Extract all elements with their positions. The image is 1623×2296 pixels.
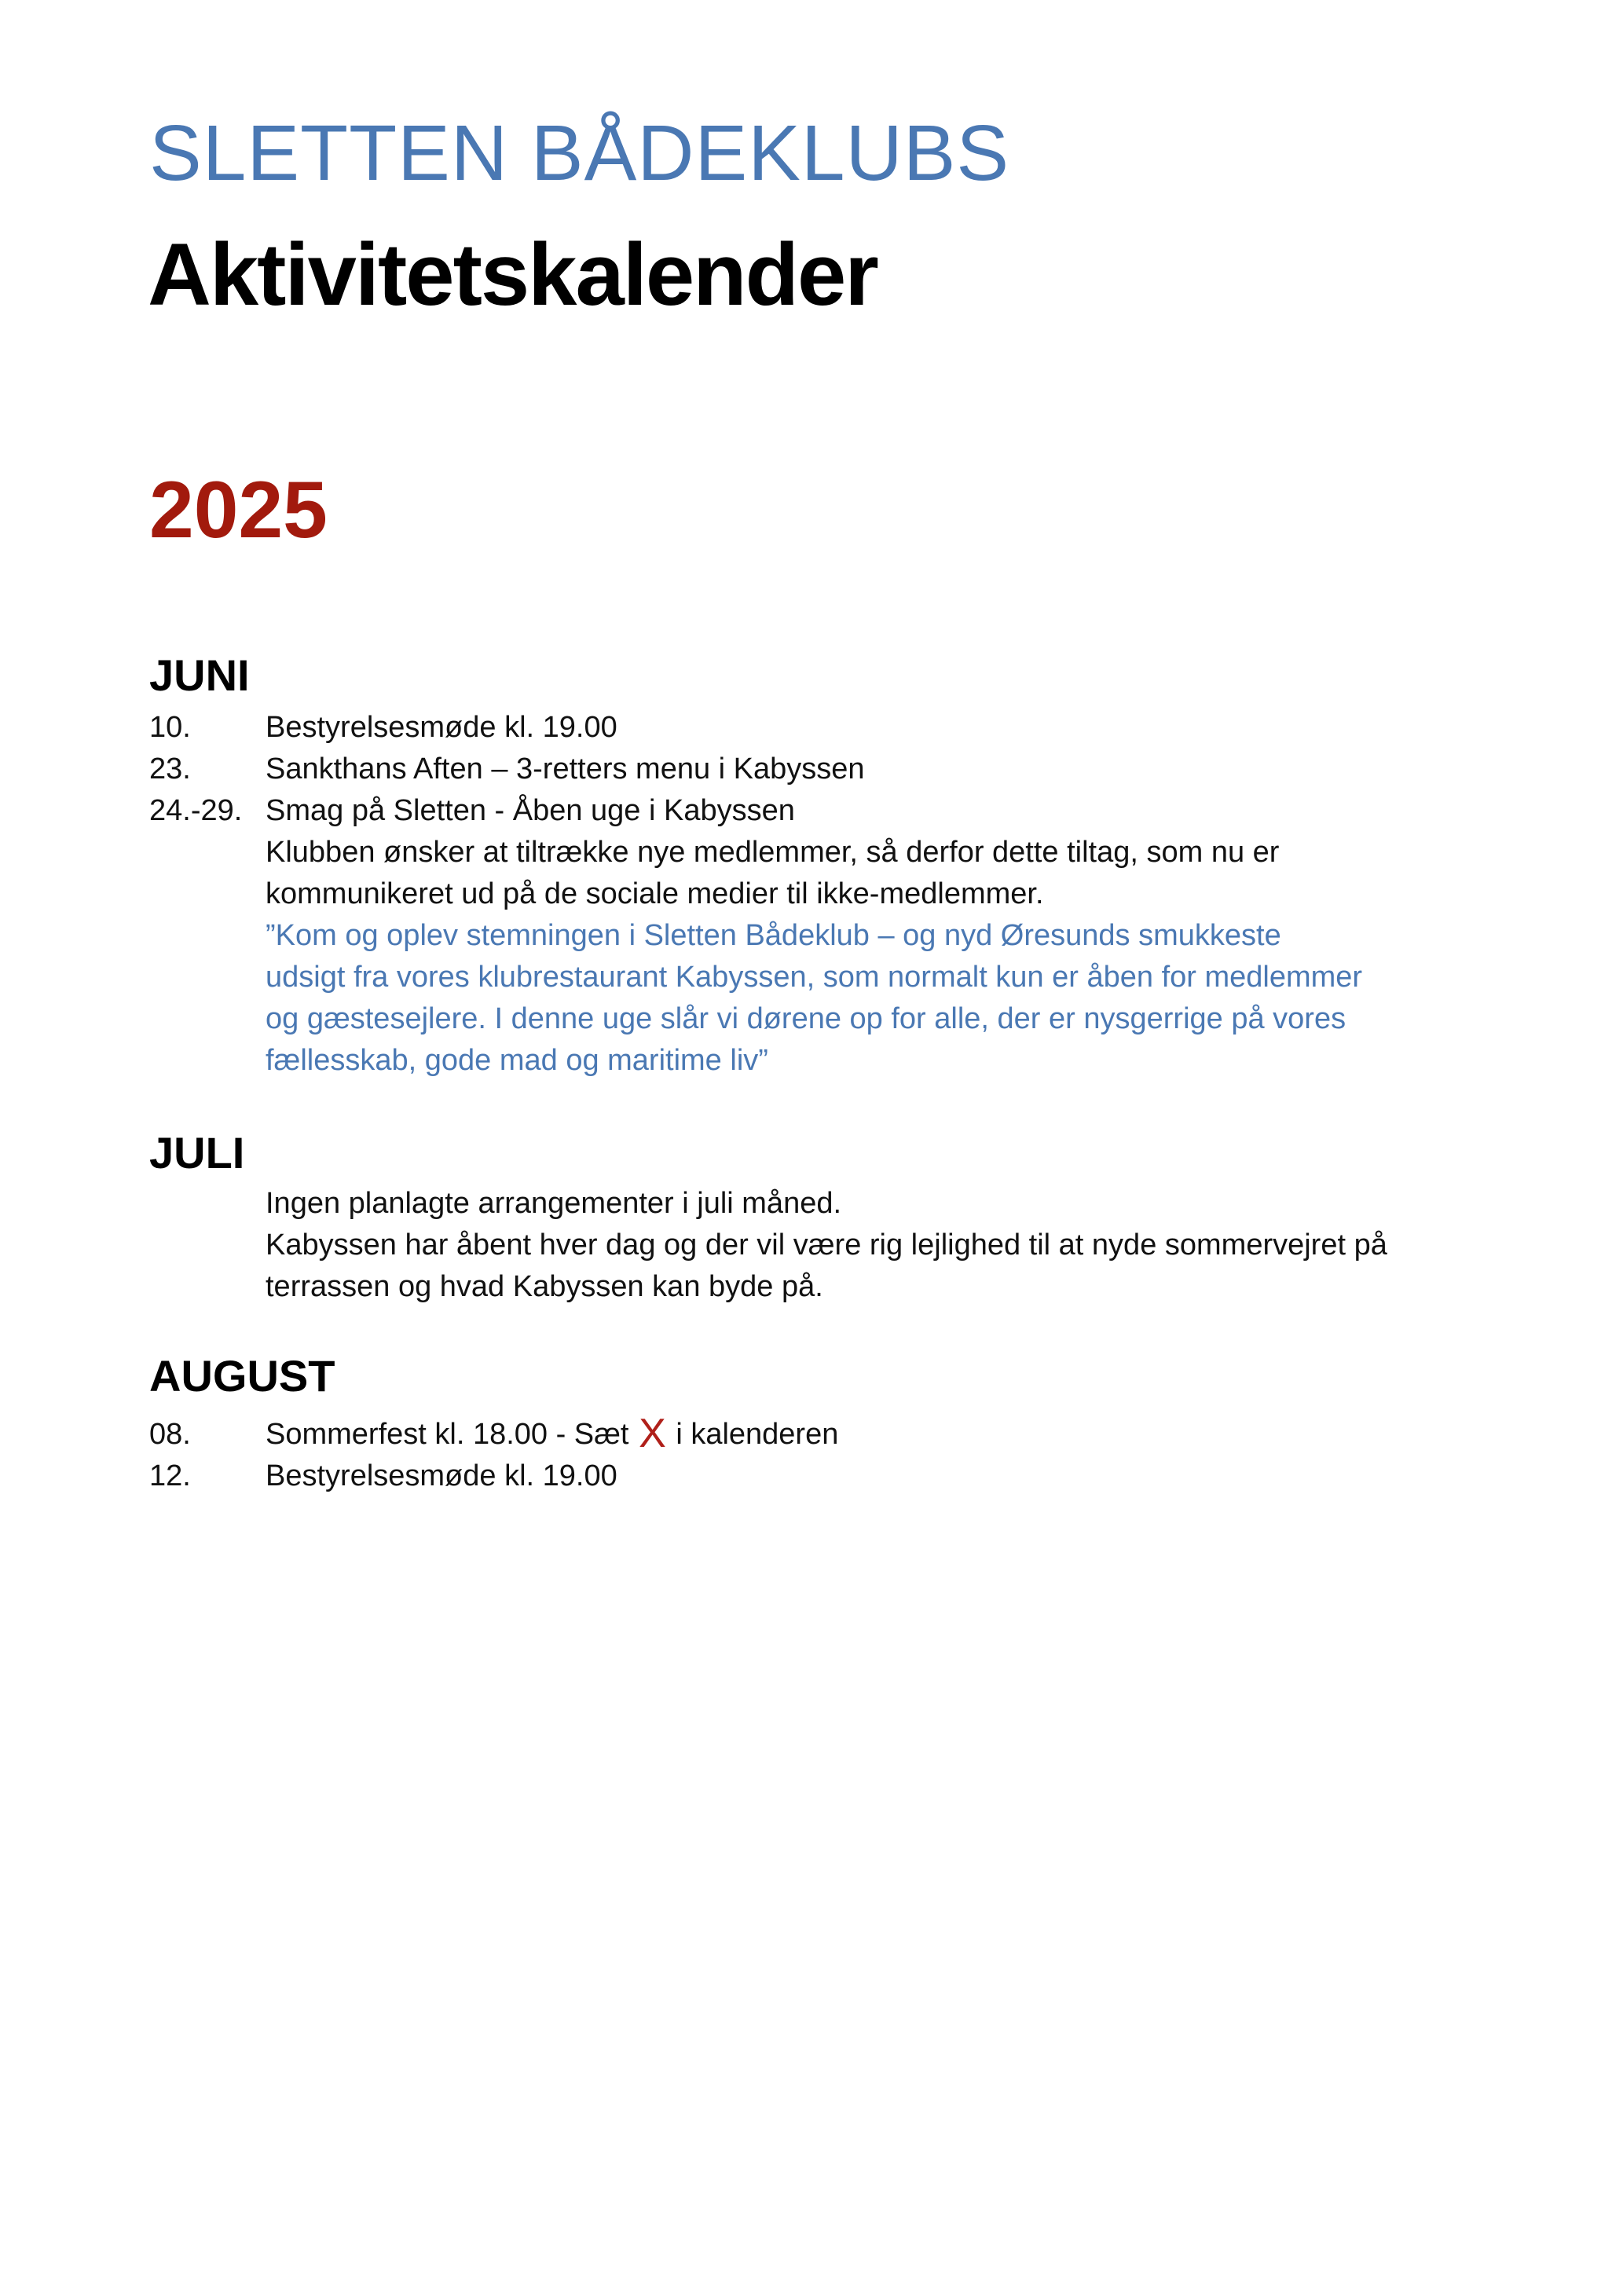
august-event-list xyxy=(149,1411,1485,1497)
quote-line xyxy=(149,957,1485,998)
quote-text: fællesskab, gode mad og maritime liv” xyxy=(266,1044,768,1077)
event-description-line xyxy=(149,832,1485,873)
month-heading-juni: JUNI xyxy=(149,650,250,700)
juli-text-line xyxy=(149,1183,1485,1225)
juli-text-line xyxy=(149,1266,1485,1308)
quote-text: ”Kom og oplev stemningen i Sletten Bådeklub – og nyd Øresunds smukkeste xyxy=(266,919,1281,952)
juli-text: terrassen og hvad Kabyssen kan byde på. xyxy=(266,1270,823,1303)
quote-line xyxy=(149,998,1485,1040)
quote-text: og gæstesejlere. I denne uge slår vi dørene op for alle, der er nysgerrige på vores xyxy=(266,1002,1346,1035)
quote-line xyxy=(149,1040,1485,1082)
description-text: Klubben ønsker at tiltrække nye medlemmer, så derfor dette tiltag, som nu er xyxy=(266,836,1280,869)
event-text: Sankthans Aften – 3-retters menu i Kabyssen xyxy=(266,753,865,785)
event-row xyxy=(149,1411,1485,1456)
month-heading-juli: JULI xyxy=(149,1128,245,1177)
event-row xyxy=(149,749,1485,790)
club-name: SLETTEN BÅDEKLUBS xyxy=(149,109,1010,197)
event-text: Bestyrelsesmøde kl. 19.00 xyxy=(266,1459,617,1492)
event-text-before: Sommerfest kl. 18.00 - Sæt xyxy=(266,1418,629,1451)
event-date: 12. xyxy=(149,1459,191,1492)
month-heading-august: AUGUST xyxy=(149,1351,335,1401)
event-description-line xyxy=(149,873,1485,915)
event-text-after: i kalenderen xyxy=(676,1418,839,1451)
event-date: 08. xyxy=(149,1418,191,1451)
x-mark-icon: X xyxy=(639,1411,666,1456)
quote-line xyxy=(149,915,1485,957)
juli-event-list xyxy=(149,1183,1485,1308)
quote-text: udsigt fra vores klubrestaurant Kabyssen, som normalt kun er åben for medlemmer xyxy=(266,961,1363,994)
event-text: Smag på Sletten - Åben uge i Kabyssen xyxy=(266,794,795,827)
event-row xyxy=(149,1456,1485,1497)
juli-text-line xyxy=(149,1225,1485,1266)
year-heading: 2025 xyxy=(149,465,328,555)
event-date: 24.-29. xyxy=(149,794,243,827)
event-date: 23. xyxy=(149,753,191,785)
event-date: 10. xyxy=(149,711,191,744)
juli-text: Ingen planlagte arrangementer i juli måned. xyxy=(266,1187,842,1220)
document-title: Aktivitetskalender xyxy=(148,225,877,324)
event-row xyxy=(149,790,1485,832)
event-text: Bestyrelsesmøde kl. 19.00 xyxy=(266,711,617,744)
juni-event-list xyxy=(149,707,1485,1082)
event-text xyxy=(266,1411,839,1456)
juli-text: Kabyssen har åbent hver dag og der vil være rig lejlighed til at nyde sommervejret på xyxy=(266,1229,1387,1262)
description-text: kommunikeret ud på de sociale medier til ikke-medlemmer. xyxy=(266,877,1044,910)
event-row xyxy=(149,707,1485,749)
